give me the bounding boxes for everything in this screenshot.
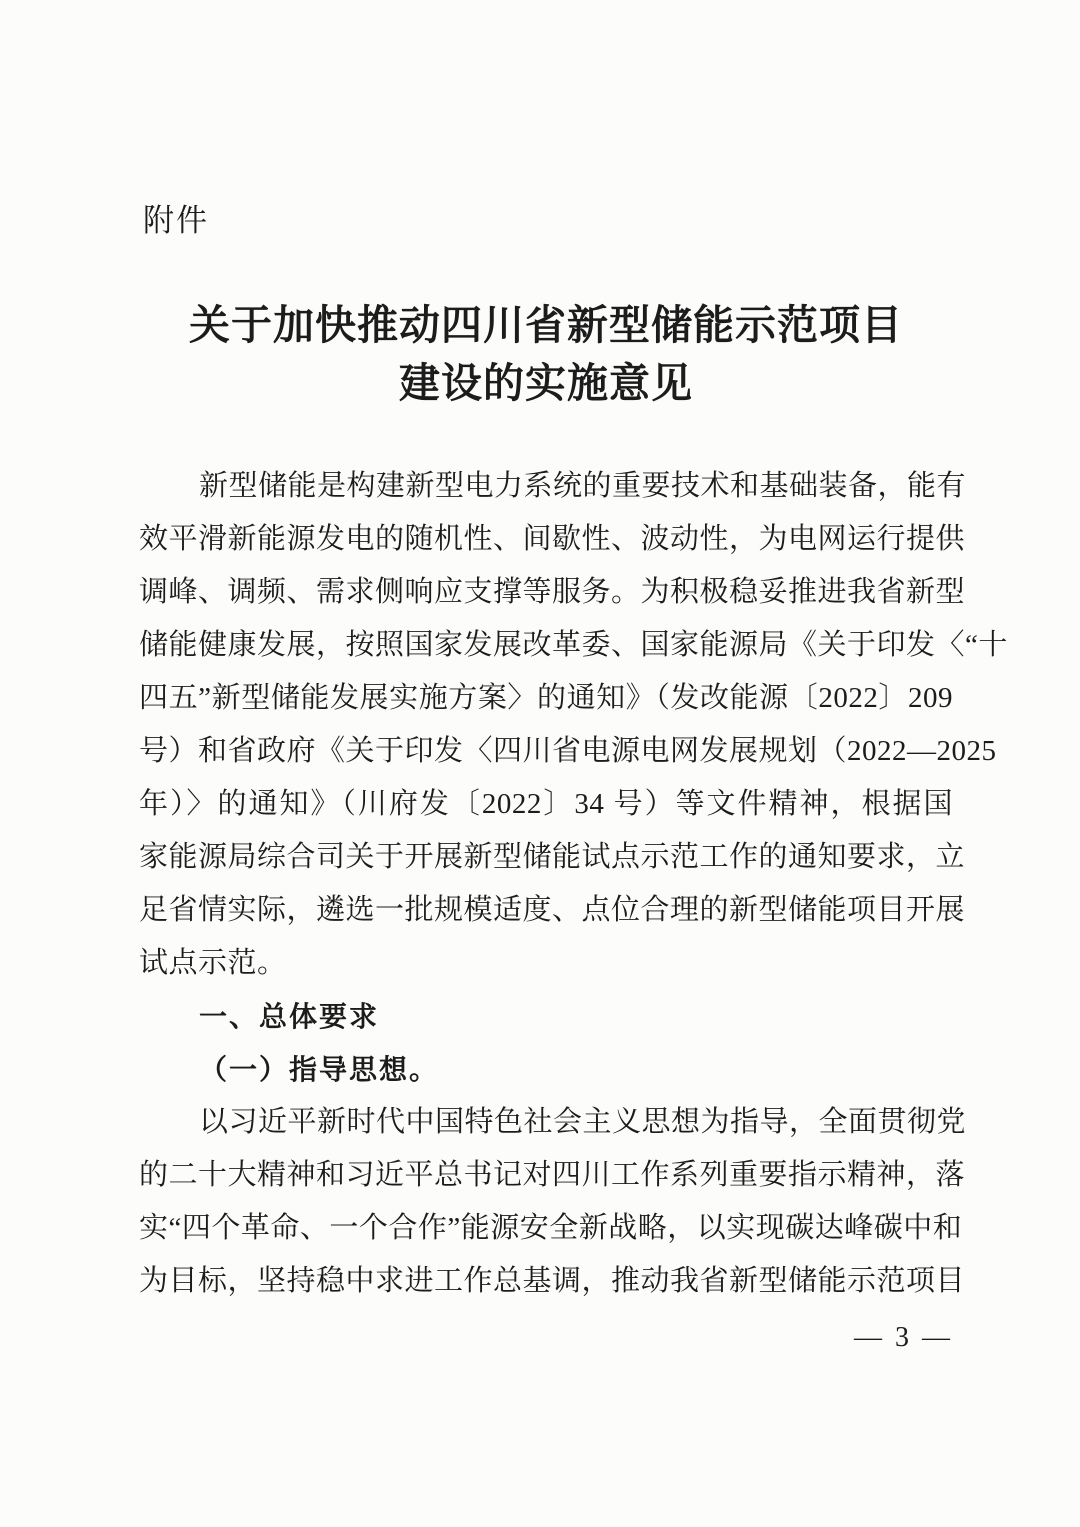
body-line: 以习近平新时代中国特色社会主义思想为指导，全面贯彻党 xyxy=(199,1106,967,1138)
title-line-2: 建设的实施意见 xyxy=(399,360,693,406)
body-line: 新型储能是构建新型电力系统的重要技术和基础装备，能有 xyxy=(199,470,967,502)
body-line: 储能健康发展，按照国家发展改革委、国家能源局《关于印发〈“十 xyxy=(139,629,1008,661)
body-line: 四五”新型储能发展实施方案〉的通知》（发改能源〔2022〕209 xyxy=(139,682,953,714)
body-line: 家能源局综合司关于开展新型储能试点示范工作的通知要求，立 xyxy=(139,841,966,873)
body-line: 足省情实际，遴选一批规模适度、点位合理的新型储能项目开展 xyxy=(139,894,966,926)
body-line: 号）和省政府《关于印发〈四川省电源电网发展规划（2022—2025 xyxy=(139,735,997,767)
section-heading-overall-requirements: 一、总体要求 xyxy=(199,1001,380,1032)
document-body xyxy=(139,460,1008,1308)
body-line: 调峰、调频、需求侧响应支撑等服务。为积极稳妥推进我省新型 xyxy=(139,576,966,608)
body-line: 为目标，坚持稳中求进工作总基调，推动我省新型储能示范项目 xyxy=(139,1265,966,1297)
body-line: 实“四个革命、一个合作”能源安全新战略，以实现碳达峰碳中和 xyxy=(139,1212,963,1244)
paragraph-guiding-ideology xyxy=(139,1096,967,1308)
paragraph-intro xyxy=(139,460,1008,990)
attachment-label: 附件 xyxy=(143,203,209,238)
body-line: 试点示范。 xyxy=(139,947,287,979)
subsection-heading-guiding-ideology: （一）指导思想。 xyxy=(199,1054,440,1085)
title-line-1: 关于加快推动四川省新型储能示范项目 xyxy=(189,302,903,348)
body-line: 的二十大精神和习近平总书记对四川工作系列重要指示精神，落 xyxy=(139,1159,966,1191)
page-number: — 3 — xyxy=(854,1322,953,1353)
body-line: 效平滑新能源发电的随机性、间歇性、波动性，为电网运行提供 xyxy=(139,523,966,555)
body-line: 年）〉的通知》（川府发〔2022〕34 号）等文件精神，根据国 xyxy=(139,788,953,820)
document-title xyxy=(139,296,953,412)
